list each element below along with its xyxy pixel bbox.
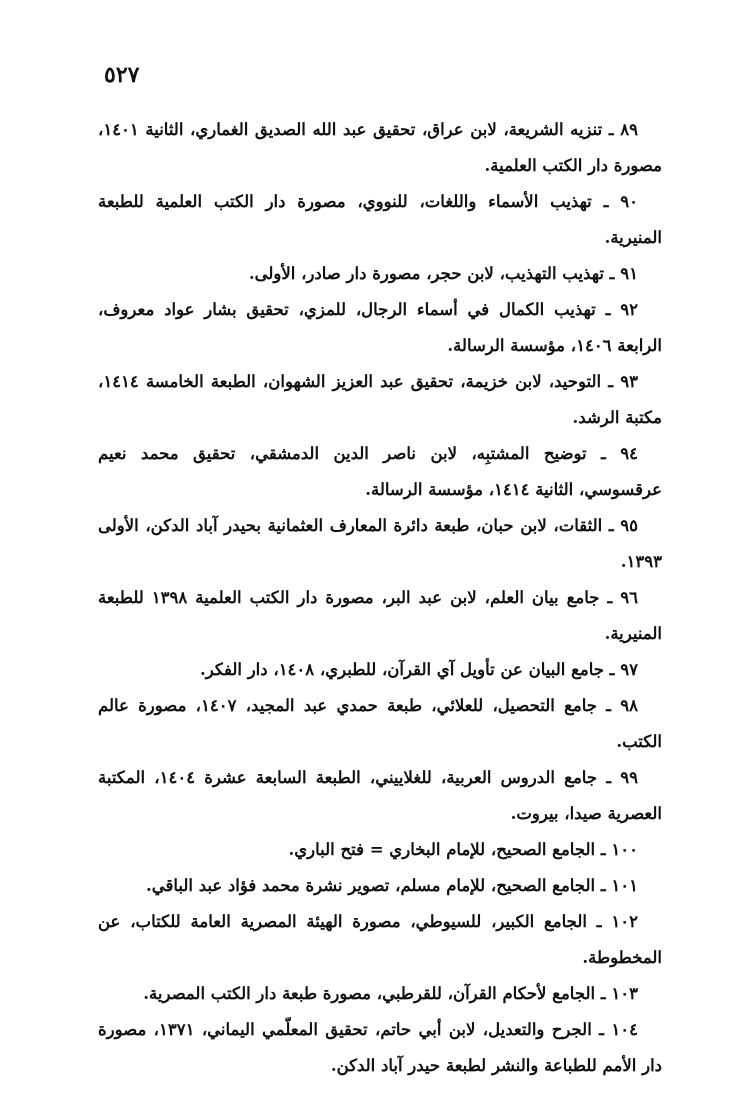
bibliography-entry: ١٠٤ ـ الجرح والتعديل، لابن أبي حاتم، تحقيق المعلّمي اليماني، ١٣٧١، مصورة دار الأمم للطباعة والنشر لطبعة حيدر آباد الدكن. <box>98 1020 662 1075</box>
bibliography-entry: ١٠٢ ـ الجامع الكبير، للسيوطي، مصورة الهيئة المصرية العامة للكتاب، عن المخطوطة. <box>98 912 662 967</box>
page-number: ٥٢٧ <box>104 62 140 88</box>
bibliography-list <box>98 112 662 1084</box>
bibliography-entry: ٩٩ ـ جامع الدروس العربية، للغلاييني، الطبعة السابعة عشرة ١٤٠٤، المكتبة العصرية صيدا، بيروت. <box>98 768 662 823</box>
bibliography-entry: ٩٧ ـ جامع البيان عن تأويل آي القرآن، للطبري، ١٤٠٨، دار الفكر. <box>200 660 638 679</box>
bibliography-entry: ١٠٣ ـ الجامع لأحكام القرآن، للقرطبي، مصورة طبعة دار الكتب المصرية. <box>143 984 638 1003</box>
bibliography-entry: ١٠١ ـ الجامع الصحيح، للإمام مسلم، تصوير نشرة محمد فؤاد عبد الباقي. <box>145 876 638 895</box>
bibliography-entry: ٩٤ ـ توضيح المشتبِه، لابن ناصر الدين الدمشقي، تحقيق محمد نعيم عرقسوسي، الثانية ١٤١٤، مؤسسة الرسالة. <box>98 444 662 499</box>
bibliography-entry: ٩٦ ـ جامع بيان العلم، لابن عبد البر، مصورة دار الكتب العلمية ١٣٩٨ للطبعة المنيرية. <box>98 588 662 643</box>
bibliography-entry: ٩٣ ـ التوحيد، لابن خزيمة، تحقيق عبد العزيز الشهوان، الطبعة الخامسة ١٤١٤، مكتبة الرشد. <box>98 372 662 427</box>
bibliography-entry: ٩٢ ـ تهذيب الكمال في أسماء الرجال، للمزي، تحقيق بشار عواد معروف، الرابعة ١٤٠٦، مؤسسة الرسالة. <box>98 300 662 355</box>
bibliography-entry: ١٠٠ ـ الجامع الصحيح، للإمام البخاري = فتح الباري. <box>288 840 638 859</box>
bibliography-entry: ٨٩ ـ تنزيه الشريعة، لابن عراق، تحقيق عبد الله الصديق الغماري، الثانية ١٤٠١، مصورة دار الكتب العلمية. <box>98 120 662 175</box>
bibliography-entry: ٩١ ـ تهذيب التهذيب، لابن حجر، مصورة دار صادر، الأولى. <box>248 264 638 283</box>
bibliography-entry: ٩٥ ـ الثقات، لابن حبان، طبعة دائرة المعارف العثمانية بحيدر آباد الدكن، الأولى ١٣٩٣. <box>98 516 662 571</box>
bibliography-entry: ٩٨ ـ جامع التحصيل، للعلائي، طبعة حمدي عبد المجيد، ١٤٠٧، مصورة عالم الكتب. <box>98 696 662 751</box>
bibliography-entry: ٩٠ ـ تهذيب الأسماء واللغات، للنووي، مصورة دار الكتب العلمية للطبعة المنيرية. <box>98 192 662 247</box>
